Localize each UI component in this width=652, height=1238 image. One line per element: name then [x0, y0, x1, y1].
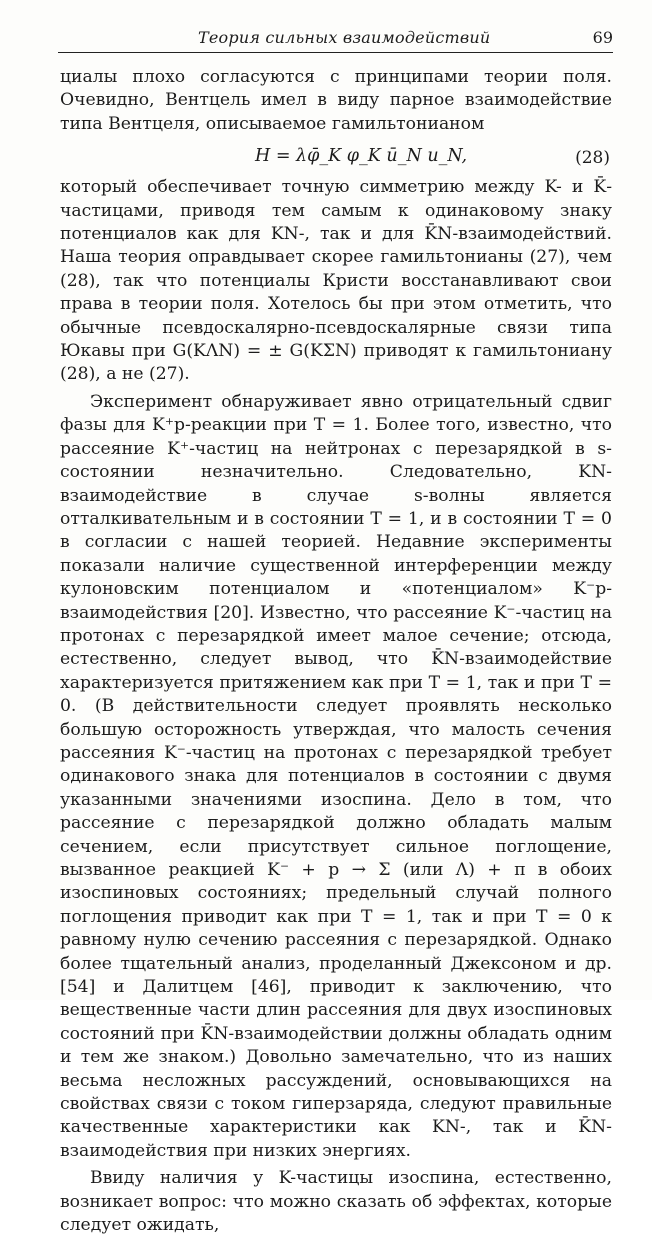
body-text	[60, 66, 612, 1238]
running-title: Теория сильных взаимодействий	[198, 28, 491, 47]
paragraph-experiment: Эксперимент обнаруживает явно отрицательный сдвиг фазы для K⁺p-реакции при T = 1. Более того, известно, что рассеяние K⁺-частиц на нейтронах с перезарядкой в s-состоянии незначительно. Следовательно, KN-взаимодействие в случае s-волны является отталкивательным и в состоянии T = 1, и в состоянии T = 0 в согласии с нашей теорией. Недавние эксперименты показали наличие существенной интерференции между кулоновским потенциалом и «потенциалом» K⁻p-взаимодействия [20]. Известно, что рассеяние K⁻-частиц на протонах с перезарядкой имеет малое сечение; отсюда, естественно, следует вывод, что K̄N-взаимодействие характеризуется притяжением как при T = 1, так и при T = 0. (В действительности следует проявлять несколько большую осторожность утверждая, что малость сечения рассеяния K⁻-частиц на протонах с перезарядкой требует одинакового знака для потенциалов в состоянии с двумя указанными значениями изоспина. Дело в том, что рассеяние с перезарядкой должно обладать малым сечением, если присутствует сильное поглощение, вызванное реакцией K⁻ + p → Σ (или Λ) + π в обоих изоспиновых состояниях; предельный случай полного поглощения приводит как при T = 1, так и при T = 0 к равному нулю сечению рассеяния с перезарядкой. Однако более тщательный анализ, проделанный Джексоном и др. [54] и Далитцем [46], приводит к заключению, что вещественные части длин рассеяния для двух изоспиновых состояний при K̄N-взаимодействии должны обладать одним и тем же знаком.) Довольно замечательно, что из наших весьма несложных рассуждений, основывающихся на свойствах связи с током гиперзаряда, следуют правильные качественные характеристики как KN-, так и K̄N-взаимодействия при низких энергиях.	[60, 391, 612, 1161]
paragraph-symmetry: который обеспечивает точную симметрию между K- и K̄-частицами, приводя тем самым к одинаковому знаку потенциалов как для KN-, так и для K̄N-взаимодействий. Наша теория оправдывает скорее гамильтонианы (27), чем (28), так что потенциалы Кристи восстанавливают свои права в теории поля. Хотелось бы при этом отметить, что обычные псевдоскалярно-псевдоскалярные связи типа Юкавы при G(KΛN) = ± G(KΣN) приводят к гамильтониану (28), а не (27).	[60, 177, 612, 385]
paragraph-isospin: Ввиду наличия у K-частицы изоспина, естественно, возникает вопрос: что можно сказать об эффектах, которые следует ожидать,	[60, 1168, 612, 1236]
equation-block	[60, 136, 612, 176]
hamiltonian-equation: H = λφ̄_K φ_K ū_N u_N,	[255, 146, 468, 167]
equation-number: (28)	[575, 148, 610, 169]
page-number: 69	[592, 28, 613, 47]
paragraph-continuation: циалы плохо согласуются с принципами теории поля. Очевидно, Вентцель имел в виду парное взаимодействие типа Вентцеля, описываемое гамильтонианом	[60, 67, 612, 134]
running-header	[58, 26, 613, 53]
